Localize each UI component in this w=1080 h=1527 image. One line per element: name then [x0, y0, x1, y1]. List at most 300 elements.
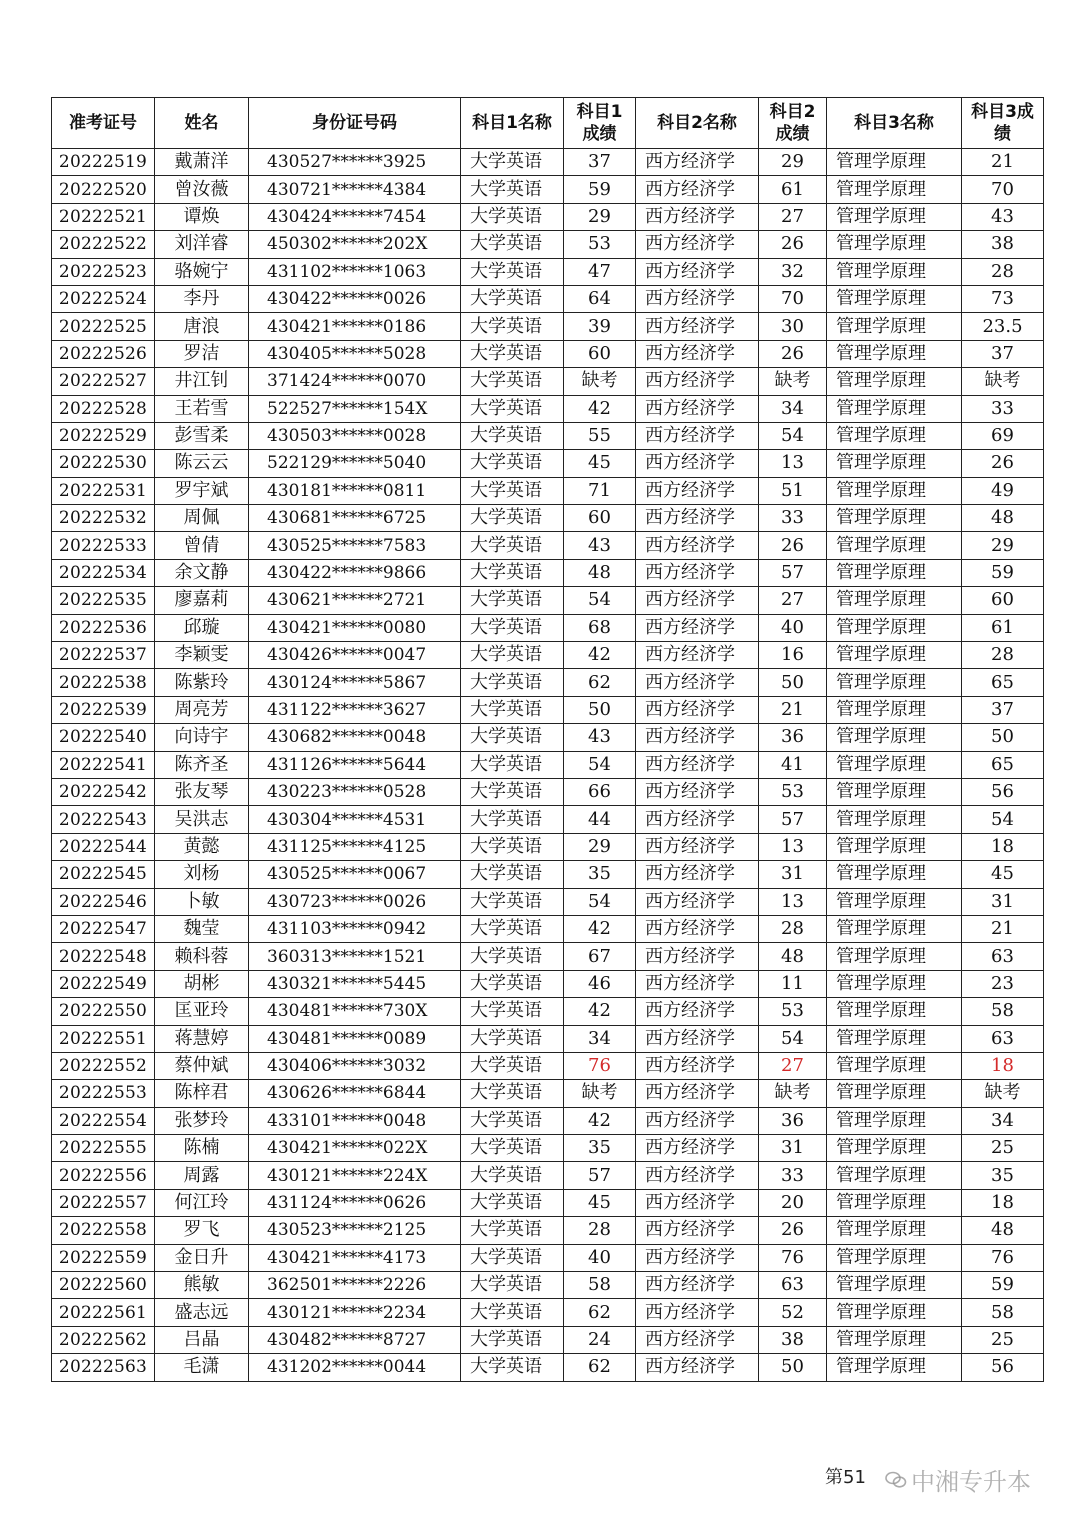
subject1-score-cell: 68	[564, 614, 636, 641]
subject2-score-cell: 28	[759, 915, 827, 942]
id-card-cell: 430421******022X	[249, 1135, 461, 1162]
subject3-name-cell: 管理学原理	[827, 861, 962, 888]
subject1-name-cell: 大学英语	[461, 1135, 564, 1162]
subject1-score-cell: 35	[564, 1135, 636, 1162]
subject3-name-cell: 管理学原理	[827, 559, 962, 586]
subject3-name-cell: 管理学原理	[827, 943, 962, 970]
subject1-name-cell: 大学英语	[461, 669, 564, 696]
id-card-cell: 430681******6725	[249, 505, 461, 532]
id-card-cell: 430406******3032	[249, 1052, 461, 1079]
subject2-score-cell: 50	[759, 669, 827, 696]
subject2-name-cell: 西方经济学	[636, 258, 759, 285]
subject2-score-cell: 16	[759, 642, 827, 669]
subject3-name-cell: 管理学原理	[827, 285, 962, 312]
table-row	[52, 477, 1044, 504]
subject2-score-cell: 76	[759, 1244, 827, 1271]
name-cell: 谭焕	[155, 203, 249, 230]
subject3-name-cell: 管理学原理	[827, 614, 962, 641]
subject1-score-cell: 40	[564, 1244, 636, 1271]
table-row	[52, 149, 1044, 176]
name-cell: 周露	[155, 1162, 249, 1189]
id-card-cell: 430304******4531	[249, 806, 461, 833]
subject1-name-cell: 大学英语	[461, 149, 564, 176]
exam-id-cell: 20222529	[52, 422, 155, 449]
subject3-name-cell: 管理学原理	[827, 258, 962, 285]
subject2-name-cell: 西方经济学	[636, 1272, 759, 1299]
id-card-cell: 430503******0028	[249, 422, 461, 449]
name-cell: 蔡仲斌	[155, 1052, 249, 1079]
name-cell: 廖嘉莉	[155, 587, 249, 614]
subject1-score-cell: 45	[564, 1189, 636, 1216]
subject3-name-cell: 管理学原理	[827, 505, 962, 532]
subject3-score-cell: 45	[962, 861, 1044, 888]
subject1-name-cell: 大学英语	[461, 422, 564, 449]
subject3-name-cell: 管理学原理	[827, 532, 962, 559]
id-card-cell: 430421******0080	[249, 614, 461, 641]
exam-id-cell: 20222563	[52, 1354, 155, 1381]
subject2-score-cell: 26	[759, 532, 827, 559]
subject3-name-cell: 管理学原理	[827, 642, 962, 669]
subject3-name-cell: 管理学原理	[827, 1299, 962, 1326]
subject2-score-cell: 13	[759, 450, 827, 477]
subject1-score-cell: 46	[564, 970, 636, 997]
id-card-cell: 430124******5867	[249, 669, 461, 696]
subject2-name-cell: 西方经济学	[636, 696, 759, 723]
subject1-score-cell: 50	[564, 696, 636, 723]
subject1-score-cell: 67	[564, 943, 636, 970]
subject3-name-cell: 管理学原理	[827, 888, 962, 915]
header-subject1-name: 科目1名称	[461, 98, 564, 149]
name-cell: 骆婉宁	[155, 258, 249, 285]
subject2-score-cell: 54	[759, 422, 827, 449]
subject3-name-cell: 管理学原理	[827, 1052, 962, 1079]
subject3-name-cell: 管理学原理	[827, 231, 962, 258]
name-cell: 胡彬	[155, 970, 249, 997]
subject3-score-cell: 59	[962, 559, 1044, 586]
table-row	[52, 1162, 1044, 1189]
table-row	[52, 943, 1044, 970]
subject1-score-cell: 43	[564, 724, 636, 751]
subject3-name-cell: 管理学原理	[827, 915, 962, 942]
id-card-cell: 430426******0047	[249, 642, 461, 669]
name-cell: 戴萧洋	[155, 149, 249, 176]
exam-id-cell: 20222526	[52, 340, 155, 367]
subject3-name-cell: 管理学原理	[827, 1189, 962, 1216]
subject3-name-cell: 管理学原理	[827, 724, 962, 751]
subject1-name-cell: 大学英语	[461, 915, 564, 942]
header-subject2-score: 科目2 成绩	[759, 98, 827, 149]
subject3-name-cell: 管理学原理	[827, 970, 962, 997]
name-cell: 刘杨	[155, 861, 249, 888]
subject2-score-cell: 36	[759, 724, 827, 751]
table-row	[52, 861, 1044, 888]
id-card-cell: 522129******5040	[249, 450, 461, 477]
table-row	[52, 340, 1044, 367]
subject3-name-cell: 管理学原理	[827, 340, 962, 367]
id-card-cell: 431126******5644	[249, 751, 461, 778]
name-cell: 周亮芳	[155, 696, 249, 723]
name-cell: 余文静	[155, 559, 249, 586]
subject2-score-cell: 48	[759, 943, 827, 970]
name-cell: 熊敏	[155, 1272, 249, 1299]
subject3-name-cell: 管理学原理	[827, 203, 962, 230]
subject3-score-cell: 73	[962, 285, 1044, 312]
subject2-score-cell: 缺考	[759, 368, 827, 395]
subject1-score-cell: 42	[564, 395, 636, 422]
subject1-name-cell: 大学英语	[461, 1299, 564, 1326]
table-row	[52, 642, 1044, 669]
subject2-score-cell: 13	[759, 833, 827, 860]
id-card-cell: 362501******2226	[249, 1272, 461, 1299]
subject1-score-cell: 28	[564, 1217, 636, 1244]
table-row	[52, 1025, 1044, 1052]
name-cell: 刘洋睿	[155, 231, 249, 258]
subject1-name-cell: 大学英语	[461, 1272, 564, 1299]
name-cell: 金日升	[155, 1244, 249, 1271]
subject1-name-cell: 大学英语	[461, 1189, 564, 1216]
subject2-score-cell: 11	[759, 970, 827, 997]
subject2-name-cell: 西方经济学	[636, 231, 759, 258]
subject3-name-cell: 管理学原理	[827, 395, 962, 422]
subject3-name-cell: 管理学原理	[827, 1217, 962, 1244]
name-cell: 卜敏	[155, 888, 249, 915]
subject2-score-cell: 61	[759, 176, 827, 203]
name-cell: 向诗宇	[155, 724, 249, 751]
score-table	[51, 97, 1044, 1382]
name-cell: 罗飞	[155, 1217, 249, 1244]
exam-id-cell: 20222554	[52, 1107, 155, 1134]
id-card-cell: 431103******0942	[249, 915, 461, 942]
exam-id-cell: 20222553	[52, 1080, 155, 1107]
subject2-score-cell: 57	[759, 806, 827, 833]
table-row	[52, 1080, 1044, 1107]
subject2-score-cell: 26	[759, 340, 827, 367]
table-row	[52, 1217, 1044, 1244]
subject3-score-cell: 33	[962, 395, 1044, 422]
subject2-name-cell: 西方经济学	[636, 1217, 759, 1244]
exam-id-cell: 20222550	[52, 998, 155, 1025]
subject2-name-cell: 西方经济学	[636, 998, 759, 1025]
subject2-score-cell: 缺考	[759, 1080, 827, 1107]
id-card-cell: 430223******0528	[249, 778, 461, 805]
name-cell: 陈楠	[155, 1135, 249, 1162]
page-number: 第51	[825, 1467, 866, 1488]
subject1-score-cell: 35	[564, 861, 636, 888]
subject2-score-cell: 33	[759, 1162, 827, 1189]
name-cell: 周佩	[155, 505, 249, 532]
table-row	[52, 176, 1044, 203]
subject2-score-cell: 51	[759, 477, 827, 504]
exam-id-cell: 20222534	[52, 559, 155, 586]
subject1-name-cell: 大学英语	[461, 532, 564, 559]
subject2-score-cell: 63	[759, 1272, 827, 1299]
exam-id-cell: 20222557	[52, 1189, 155, 1216]
exam-id-cell: 20222523	[52, 258, 155, 285]
subject2-name-cell: 西方经济学	[636, 340, 759, 367]
id-card-cell: 430422******9866	[249, 559, 461, 586]
table-row	[52, 368, 1044, 395]
subject1-score-cell: 57	[564, 1162, 636, 1189]
subject2-name-cell: 西方经济学	[636, 587, 759, 614]
subject3-score-cell: 54	[962, 806, 1044, 833]
table-row	[52, 614, 1044, 641]
subject2-score-cell: 36	[759, 1107, 827, 1134]
name-cell: 井江钊	[155, 368, 249, 395]
subject3-name-cell: 管理学原理	[827, 1107, 962, 1134]
subject1-score-cell: 64	[564, 285, 636, 312]
subject3-name-cell: 管理学原理	[827, 1135, 962, 1162]
subject1-score-cell: 62	[564, 669, 636, 696]
subject1-score-cell: 45	[564, 450, 636, 477]
subject1-score-cell: 54	[564, 587, 636, 614]
id-card-cell: 430405******5028	[249, 340, 461, 367]
table-row	[52, 203, 1044, 230]
header-subject1-score: 科目1 成绩	[564, 98, 636, 149]
table-row	[52, 970, 1044, 997]
subject1-name-cell: 大学英语	[461, 340, 564, 367]
subject1-name-cell: 大学英语	[461, 751, 564, 778]
subject1-score-cell: 48	[564, 559, 636, 586]
name-cell: 毛潇	[155, 1354, 249, 1381]
subject3-score-cell: 25	[962, 1326, 1044, 1353]
subject3-score-cell: 58	[962, 998, 1044, 1025]
subject3-score-cell: 63	[962, 1025, 1044, 1052]
exam-id-cell: 20222539	[52, 696, 155, 723]
subject2-score-cell: 30	[759, 313, 827, 340]
subject2-score-cell: 40	[759, 614, 827, 641]
id-card-cell: 360313******1521	[249, 943, 461, 970]
subject1-score-cell: 58	[564, 1272, 636, 1299]
subject3-score-cell: 25	[962, 1135, 1044, 1162]
exam-id-cell: 20222519	[52, 149, 155, 176]
watermark-text: 中湘专升本	[911, 1468, 1031, 1496]
exam-id-cell: 20222533	[52, 532, 155, 559]
subject3-name-cell: 管理学原理	[827, 669, 962, 696]
subject3-score-cell: 23	[962, 970, 1044, 997]
name-cell: 魏莹	[155, 915, 249, 942]
subject1-score-cell: 76	[564, 1052, 636, 1079]
table-row	[52, 395, 1044, 422]
name-cell: 唐浪	[155, 313, 249, 340]
subject3-score-cell: 59	[962, 1272, 1044, 1299]
exam-id-cell: 20222551	[52, 1025, 155, 1052]
subject3-score-cell: 60	[962, 587, 1044, 614]
subject1-name-cell: 大学英语	[461, 231, 564, 258]
id-card-cell: 430721******4384	[249, 176, 461, 203]
exam-id-cell: 20222562	[52, 1326, 155, 1353]
subject1-score-cell: 缺考	[564, 368, 636, 395]
name-cell: 陈梓君	[155, 1080, 249, 1107]
header-name: 姓名	[155, 98, 249, 149]
subject2-score-cell: 31	[759, 861, 827, 888]
subject1-score-cell: 60	[564, 340, 636, 367]
subject2-score-cell: 53	[759, 998, 827, 1025]
subject2-name-cell: 西方经济学	[636, 642, 759, 669]
subject2-score-cell: 21	[759, 696, 827, 723]
subject2-name-cell: 西方经济学	[636, 313, 759, 340]
subject1-name-cell: 大学英语	[461, 1326, 564, 1353]
exam-id-cell: 20222530	[52, 450, 155, 477]
table-row	[52, 285, 1044, 312]
subject3-score-cell: 29	[962, 532, 1044, 559]
subject2-name-cell: 西方经济学	[636, 861, 759, 888]
subject3-score-cell: 34	[962, 1107, 1044, 1134]
name-cell: 曾汝薇	[155, 176, 249, 203]
subject1-score-cell: 55	[564, 422, 636, 449]
wechat-icon	[885, 1471, 907, 1489]
id-card-cell: 431125******4125	[249, 833, 461, 860]
subject2-name-cell: 西方经济学	[636, 149, 759, 176]
subject3-name-cell: 管理学原理	[827, 1025, 962, 1052]
subject2-score-cell: 57	[759, 559, 827, 586]
exam-id-cell: 20222528	[52, 395, 155, 422]
name-cell: 吕晶	[155, 1326, 249, 1353]
subject1-name-cell: 大学英语	[461, 642, 564, 669]
name-cell: 陈齐圣	[155, 751, 249, 778]
id-card-cell: 430181******0811	[249, 477, 461, 504]
subject1-score-cell: 29	[564, 833, 636, 860]
table-row	[52, 559, 1044, 586]
subject2-name-cell: 西方经济学	[636, 559, 759, 586]
subject3-score-cell: 43	[962, 203, 1044, 230]
subject1-name-cell: 大学英语	[461, 559, 564, 586]
exam-id-cell: 20222558	[52, 1217, 155, 1244]
exam-id-cell: 20222536	[52, 614, 155, 641]
subject2-score-cell: 27	[759, 587, 827, 614]
subject2-name-cell: 西方经济学	[636, 915, 759, 942]
subject2-name-cell: 西方经济学	[636, 778, 759, 805]
name-cell: 李颖雯	[155, 642, 249, 669]
table-row	[52, 1299, 1044, 1326]
subject1-score-cell: 47	[564, 258, 636, 285]
subject3-score-cell: 63	[962, 943, 1044, 970]
subject3-score-cell: 65	[962, 669, 1044, 696]
name-cell: 王若雪	[155, 395, 249, 422]
subject3-score-cell: 58	[962, 1299, 1044, 1326]
subject2-score-cell: 26	[759, 231, 827, 258]
subject2-name-cell: 西方经济学	[636, 477, 759, 504]
subject3-score-cell: 28	[962, 258, 1044, 285]
subject2-score-cell: 33	[759, 505, 827, 532]
subject3-score-cell: 69	[962, 422, 1044, 449]
table-row	[52, 1326, 1044, 1353]
subject1-score-cell: 60	[564, 505, 636, 532]
table-row	[52, 696, 1044, 723]
id-card-cell: 430523******2125	[249, 1217, 461, 1244]
table-row	[52, 806, 1044, 833]
id-card-cell: 430421******0186	[249, 313, 461, 340]
exam-id-cell: 20222524	[52, 285, 155, 312]
subject3-score-cell: 18	[962, 1052, 1044, 1079]
name-cell: 陈紫玲	[155, 669, 249, 696]
name-cell: 盛志远	[155, 1299, 249, 1326]
subject2-name-cell: 西方经济学	[636, 669, 759, 696]
table-row	[52, 1244, 1044, 1271]
table-row	[52, 313, 1044, 340]
subject2-name-cell: 西方经济学	[636, 1135, 759, 1162]
name-cell: 赖科蓉	[155, 943, 249, 970]
table-row	[52, 1107, 1044, 1134]
subject3-score-cell: 48	[962, 505, 1044, 532]
name-cell: 张友琴	[155, 778, 249, 805]
subject1-score-cell: 54	[564, 888, 636, 915]
exam-id-cell: 20222532	[52, 505, 155, 532]
subject3-score-cell: 50	[962, 724, 1044, 751]
subject1-name-cell: 大学英语	[461, 285, 564, 312]
name-cell: 陈云云	[155, 450, 249, 477]
table-row	[52, 998, 1044, 1025]
subject1-name-cell: 大学英语	[461, 1025, 564, 1052]
subject1-name-cell: 大学英语	[461, 696, 564, 723]
subject2-name-cell: 西方经济学	[636, 176, 759, 203]
subject2-score-cell: 41	[759, 751, 827, 778]
id-card-cell: 431122******3627	[249, 696, 461, 723]
subject3-score-cell: 38	[962, 231, 1044, 258]
name-cell: 邱璇	[155, 614, 249, 641]
subject3-score-cell: 缺考	[962, 368, 1044, 395]
exam-id-cell: 20222555	[52, 1135, 155, 1162]
table-body	[52, 149, 1044, 1382]
exam-id-cell: 20222549	[52, 970, 155, 997]
subject2-name-cell: 西方经济学	[636, 943, 759, 970]
subject1-name-cell: 大学英语	[461, 313, 564, 340]
id-card-cell: 431202******0044	[249, 1354, 461, 1381]
exam-id-cell: 20222537	[52, 642, 155, 669]
subject1-name-cell: 大学英语	[461, 1244, 564, 1271]
header-subject3-name: 科目3名称	[827, 98, 962, 149]
subject1-name-cell: 大学英语	[461, 1107, 564, 1134]
subject3-name-cell: 管理学原理	[827, 149, 962, 176]
subject2-name-cell: 西方经济学	[636, 1080, 759, 1107]
subject1-score-cell: 53	[564, 231, 636, 258]
subject2-name-cell: 西方经济学	[636, 1107, 759, 1134]
subject2-name-cell: 西方经济学	[636, 1326, 759, 1353]
id-card-cell: 522527******154X	[249, 395, 461, 422]
subject2-name-cell: 西方经济学	[636, 1244, 759, 1271]
subject1-score-cell: 62	[564, 1299, 636, 1326]
subject3-name-cell: 管理学原理	[827, 1162, 962, 1189]
subject1-name-cell: 大学英语	[461, 368, 564, 395]
id-card-cell: 430723******0026	[249, 888, 461, 915]
subject1-name-cell: 大学英语	[461, 258, 564, 285]
table-row	[52, 669, 1044, 696]
name-cell: 黄懿	[155, 833, 249, 860]
name-cell: 罗宇斌	[155, 477, 249, 504]
subject2-score-cell: 13	[759, 888, 827, 915]
subject1-name-cell: 大学英语	[461, 1354, 564, 1381]
subject1-score-cell: 39	[564, 313, 636, 340]
subject2-score-cell: 38	[759, 1326, 827, 1353]
subject3-name-cell: 管理学原理	[827, 806, 962, 833]
subject1-name-cell: 大学英语	[461, 970, 564, 997]
subject1-score-cell: 34	[564, 1025, 636, 1052]
subject1-score-cell: 42	[564, 1107, 636, 1134]
table-row	[52, 450, 1044, 477]
name-cell: 张梦玲	[155, 1107, 249, 1134]
subject2-name-cell: 西方经济学	[636, 888, 759, 915]
exam-id-cell: 20222561	[52, 1299, 155, 1326]
subject1-score-cell: 62	[564, 1354, 636, 1381]
subject2-score-cell: 53	[759, 778, 827, 805]
subject3-name-cell: 管理学原理	[827, 176, 962, 203]
table-row	[52, 888, 1044, 915]
subject3-score-cell: 18	[962, 833, 1044, 860]
subject2-name-cell: 西方经济学	[636, 1052, 759, 1079]
exam-id-cell: 20222559	[52, 1244, 155, 1271]
subject3-score-cell: 26	[962, 450, 1044, 477]
watermark	[885, 1462, 1031, 1497]
subject3-name-cell: 管理学原理	[827, 833, 962, 860]
